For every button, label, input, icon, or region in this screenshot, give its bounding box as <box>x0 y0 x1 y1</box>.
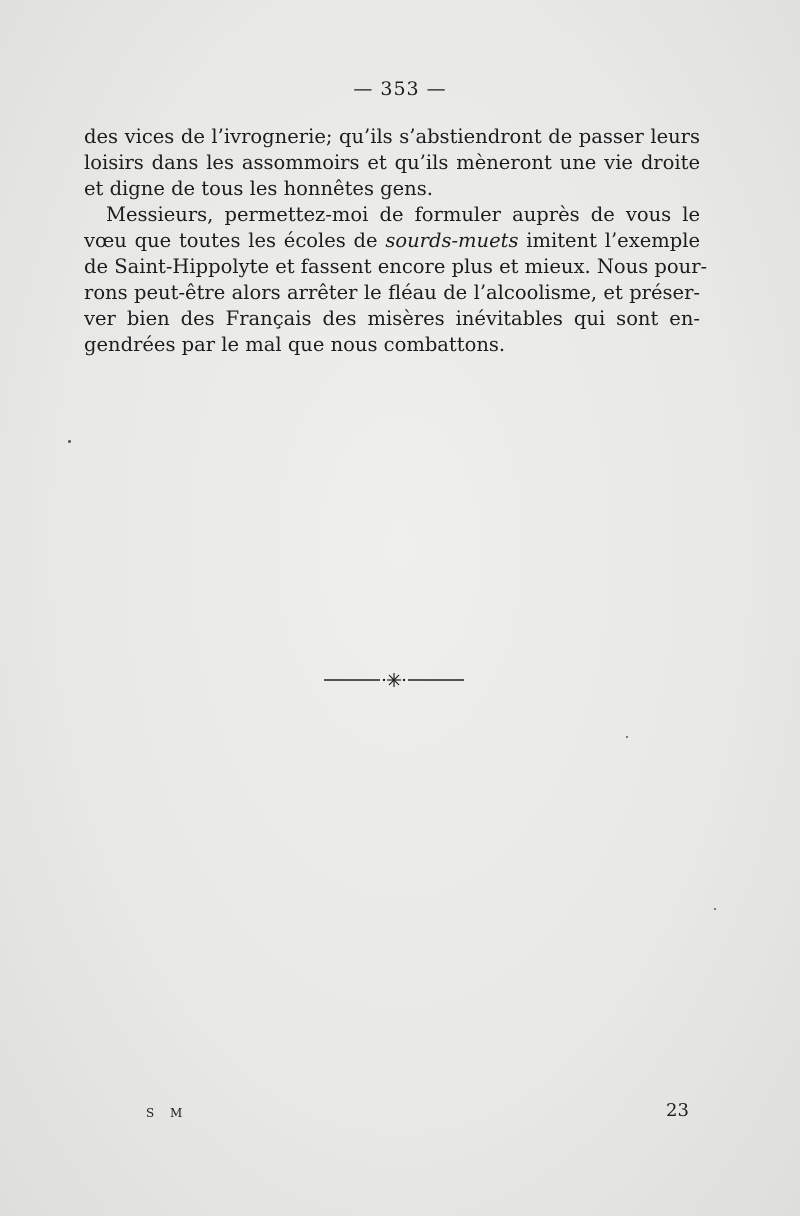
text-line: et digne de tous les honnêtes gens. <box>84 177 433 200</box>
text-line: Messieurs, permettez-moi de formuler auprès de vous le <box>106 203 700 226</box>
paper-speck <box>714 908 716 910</box>
text-line: loisirs dans les assommoirs et qu’ils mèneront une vie droite <box>84 151 700 174</box>
section-divider-ornament <box>324 668 464 692</box>
text-line: gendrées par le mal que nous combattons. <box>84 333 506 356</box>
text-line: de Saint-Hippolyte et fassent encore plus et mieux. Nous pour- <box>84 255 708 278</box>
italic-term: sourds-muets <box>385 229 519 252</box>
text-line: ver bien des Français des misères inévitables qui sont en- <box>84 307 700 330</box>
text-line-with-italic <box>84 228 700 254</box>
printer-signature: S M <box>146 1106 189 1120</box>
text-segment: imitent l’exemple <box>518 229 700 252</box>
text-segment: vœu que toutes les écoles de <box>84 229 386 252</box>
body-text <box>84 124 708 358</box>
page-number: — 353 — <box>353 78 447 100</box>
paper-speck <box>68 440 71 443</box>
text-line: rons peut-être alors arrêter le fléau de l’alcoolisme, et préser- <box>84 281 700 304</box>
sheet-number: 23 <box>666 1100 689 1121</box>
text-line: des vices de l’ivrognerie; qu’ils s’abstiendront de passer leurs <box>84 125 700 148</box>
paper-speck <box>626 736 628 738</box>
